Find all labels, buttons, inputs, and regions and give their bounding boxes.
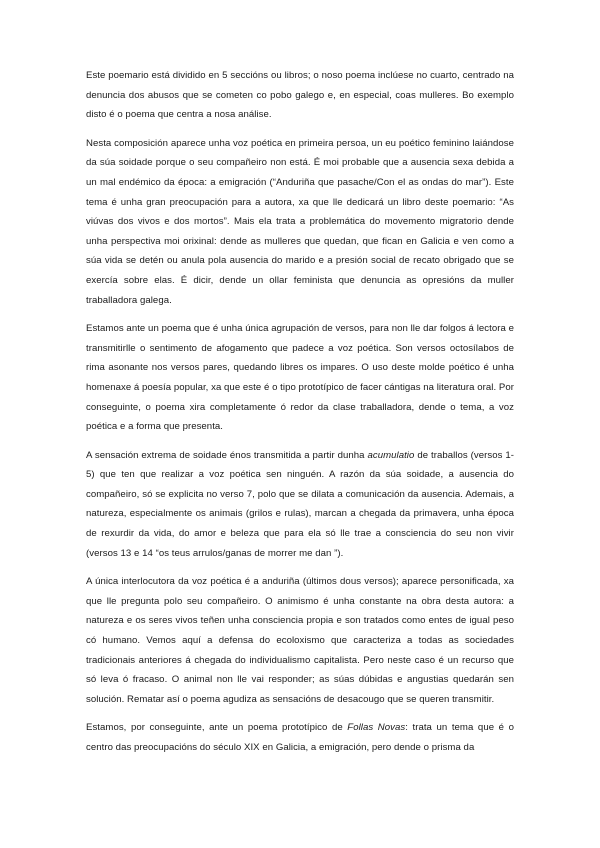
paragraph-interlocutor [86,572,514,709]
paragraph-conclusion [86,718,514,757]
paragraph-text: A sensación extrema de soidade énos transmitida a partir dunha [86,449,368,461]
paragraph-text: de traballos (versos 1-5) que ten que realizar a voz poética sen ninguén. A razón da súa soidade, a ausencia do compañeiro, só se explicita no verso 7, polo que se dilata a comunicación da ausencia. Ademais, a natureza, especialmente os animais (grilos e rulas), marcan a chegada da primavera, unha época de rexurdir da vida, do amor e beleza que para ela só lle trae a consciencia do seu non vivir (versos 13 e 14 “os teus arrulos/ganas de morrer me dan ”). [86,449,514,559]
italic-book-title: Follas Novas [347,722,406,734]
paragraph-text: A única interlocutora da voz poética é a anduriña (últimos dous versos); aparece personificada, xa que lle pregunta polo seu compañeiro. O animismo é unha constante na obra desta autora: a natureza e os seres vivos teñen unha consciencia propia e son tratados como entes de igual peso có humano. Vemos aquí a defensa do ecoloxismo que caracteriza a todas as sociedades tradicionais anteriores á chegada do individualismo capitalista. Pero neste caso é un recurso que só leva ó fracaso. O animal non lle vai responder; as súas dúbidas e angustias quedarán sen solución. Rematar así o poema agudiza as sensacións de desacougo que se queren transmitir. [86,576,514,705]
paragraph-text: Estamos, por conseguinte, ante un poema prototípico de [86,722,348,734]
paragraph-solitude [86,446,514,564]
paragraph-structure [86,66,514,125]
paragraph-text: Estamos ante un poema que é unha única agrupación de versos, para non lle dar folgos á lectora e transmitirlle o sentimento de afogamento que padece a voz poética. Son versos octosílabos de rima asonante nos versos pares, quedando libres os impares. O uso deste molde poético é unha homenaxe á poesía popular, xa que este é o tipo prototípico de facer cántigas na literatura oral. Por conseguinte, o poema xira completamente ó redor da clase traballadora, dende o tema, a voz poética e a forma que presenta. [86,323,514,433]
paragraph-text: Nesta composición aparece unha voz poética en primeira persoa, un eu poético feminino laiándose da súa soidade porque o seu compañeiro non está. É moi probable que a ausencia sexa debida a un mal endémico da época: a emigración (“Anduriña que pasache/Con el as ondas do mar”). Este tema é unha gran preocupación para a autora, xa que lle dedicará un libro deste poemario: “As viúvas dos vivos e dos mortos”. Mais ela trata a problemática do movemento migratorio dende unha perspectiva moi orixinal: dende as mulleres que quedan, que fican en Galicia e ven como a súa vida se detén ou anula pola ausencia do marido e a presión social de recato obrigado que se exercía sobre elas. É dicir, dende un ollar feminista que denuncia as opresións da muller traballadora galega. [86,137,514,306]
paragraph-theme [86,134,514,310]
paragraph-text: : trata un tema que é o centro das preocupacións do século XIX en Galicia, a emigración, pero dende o prisma da [86,722,514,753]
paragraph-form [86,319,514,437]
paragraph-text: Este poemario está dividido en 5 seccións ou libros; o noso poema inclúese no cuarto, centrado na denuncia dos abusos que se cometen co pobo galego e, en especial, coas mulleres. Bo exemplo disto é o poema que centra a nosa análise. [86,70,514,121]
italic-term: acumulatio [367,449,415,461]
